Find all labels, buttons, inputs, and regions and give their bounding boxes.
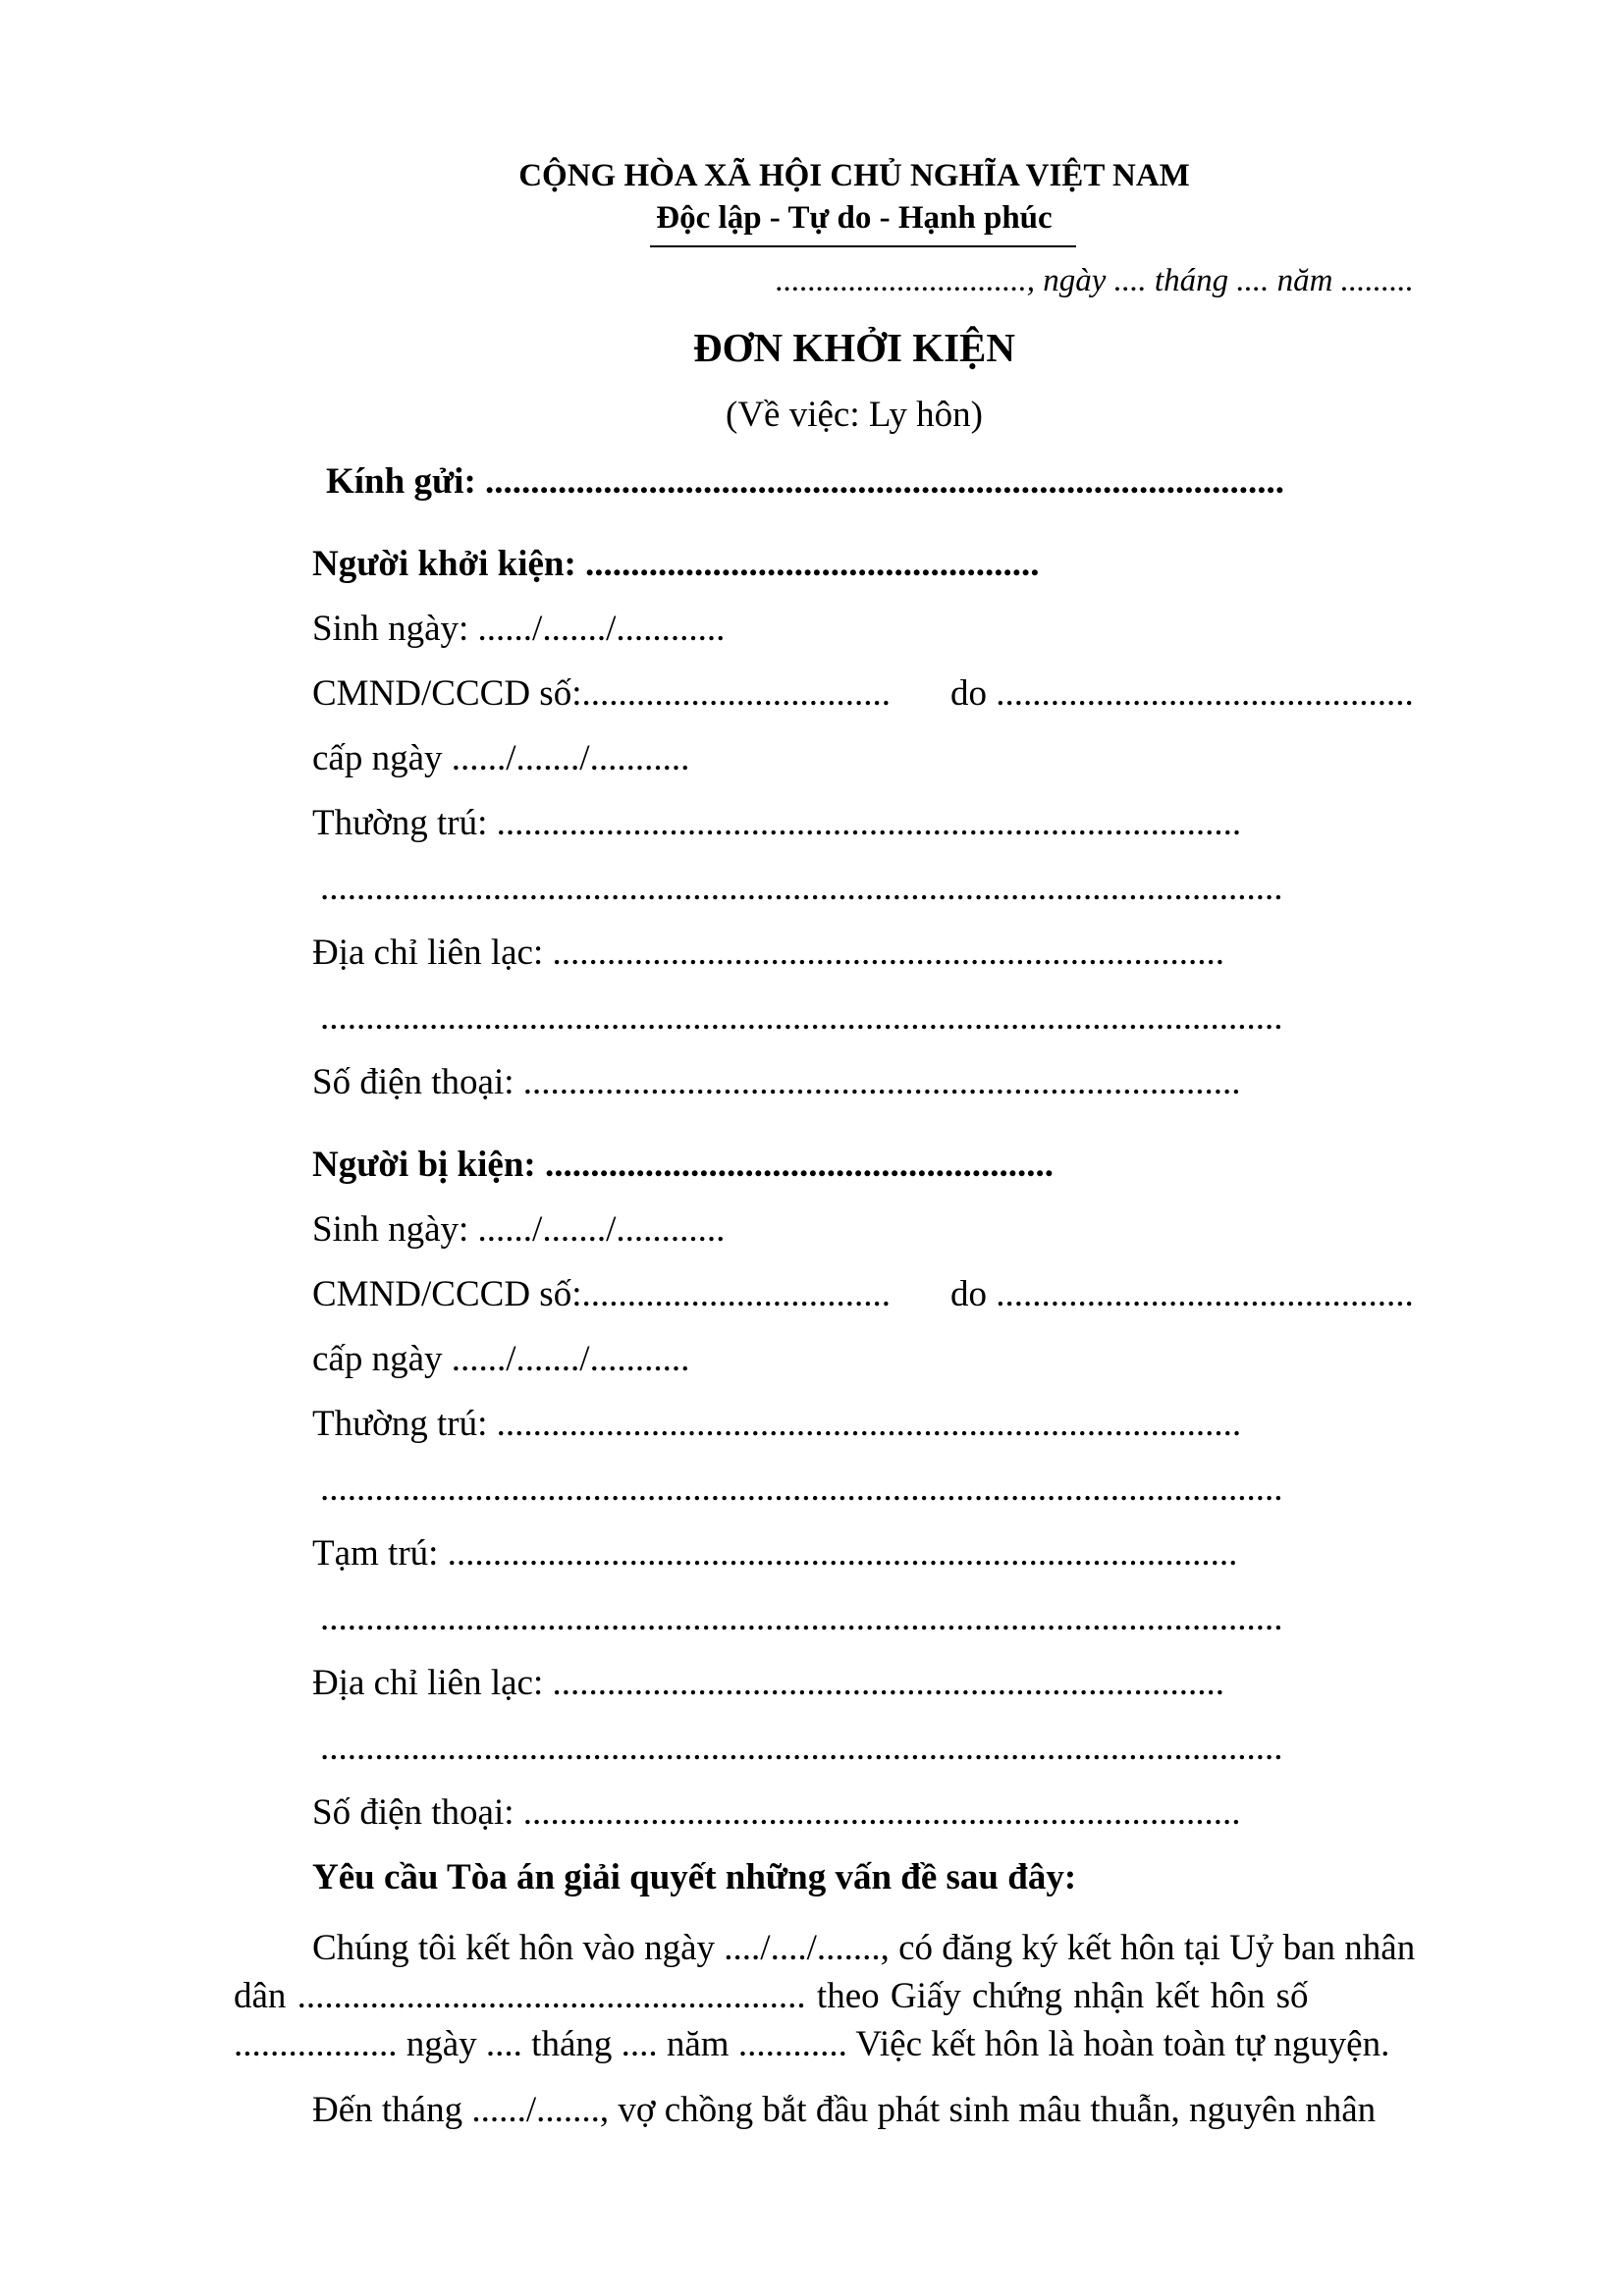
defendant-dob: Sinh ngày: ....../......./............ (312, 1209, 726, 1250)
plaintiff-contact: Địa chỉ liên lạc: .......................................................................... (312, 933, 1225, 973)
defendant-residence: Thường trú: .................................................................................. (312, 1404, 1242, 1444)
defendant-residence-cont: .......................................................................................................... (320, 1468, 1283, 1509)
defendant-temp-residence: Tạm trú: ....................................................................................... (312, 1533, 1238, 1574)
plaintiff-residence-cont: .......................................................................................................... (320, 868, 1283, 908)
defendant-contact-cont: .......................................................................................................... (320, 1728, 1283, 1768)
defendant-heading: Người bị kiện: ........................................................ (312, 1145, 1054, 1185)
plaintiff-residence: Thường trú: .................................................................................. (312, 803, 1242, 843)
plaintiff-dob: Sinh ngày: ....../......./............ (312, 609, 726, 649)
plaintiff-id: CMND/CCCD số:.................................. (312, 673, 891, 714)
plaintiff-issue-date: cấp ngày ....../......./........... (312, 738, 690, 778)
plaintiff-heading: Người khởi kiện: .................................................. (312, 544, 1040, 584)
plaintiff-phone: Số điện thoại: ............................................................................... (312, 1062, 1241, 1102)
defendant-temp-residence-cont: .......................................................................................................... (320, 1598, 1283, 1638)
para1-line2: dân ........................................................ theo Giấy chứng nhận kết hôn số (234, 1976, 1309, 2016)
plaintiff-contact-cont: .......................................................................................................... (320, 997, 1283, 1038)
place-date-line: ..............................., ngày .... tháng .... năm ......... (776, 263, 1414, 298)
defendant-phone: Số điện thoại: ............................................................................... (312, 1792, 1241, 1833)
plaintiff-id-issuer: do .............................................. (950, 673, 1414, 714)
para2-line1: Đến tháng ....../......., vợ chồng bắt đầu phát sinh mâu thuẫn, nguyên nhân (312, 2090, 1377, 2130)
defendant-id-issuer: do .............................................. (950, 1274, 1414, 1314)
recipient-line: Kính gửi: ........................................................................................ (326, 461, 1285, 502)
para1-line1: Chúng tôi kết hôn vào ngày ..../..../......., có đăng ký kết hôn tại Uỷ ban nhân (312, 1928, 1416, 1968)
motto-underline (650, 245, 1076, 247)
request-heading: Yêu cầu Tòa án giải quyết những vấn đề sau đây: (312, 1857, 1077, 1897)
document-title: ĐƠN KHỞI KIỆN (692, 325, 1016, 370)
document-subtitle: (Về việc: Ly hôn) (726, 395, 983, 435)
defendant-contact: Địa chỉ liên lạc: .......................................................................... (312, 1663, 1225, 1703)
defendant-issue-date: cấp ngày ....../......./........... (312, 1339, 690, 1379)
defendant-id: CMND/CCCD số:.................................. (312, 1274, 891, 1314)
para1-line3: .................. ngày .... tháng .... năm ............ Việc kết hôn là hoàn toàn tự nguyện. (234, 2024, 1390, 2064)
national-motto: Độc lập - Tự do - Hạnh phúc (656, 200, 1053, 236)
country-name: CỘNG HÒA XÃ HỘI CHỦ NGHĨA VIỆT NAM (518, 158, 1190, 193)
